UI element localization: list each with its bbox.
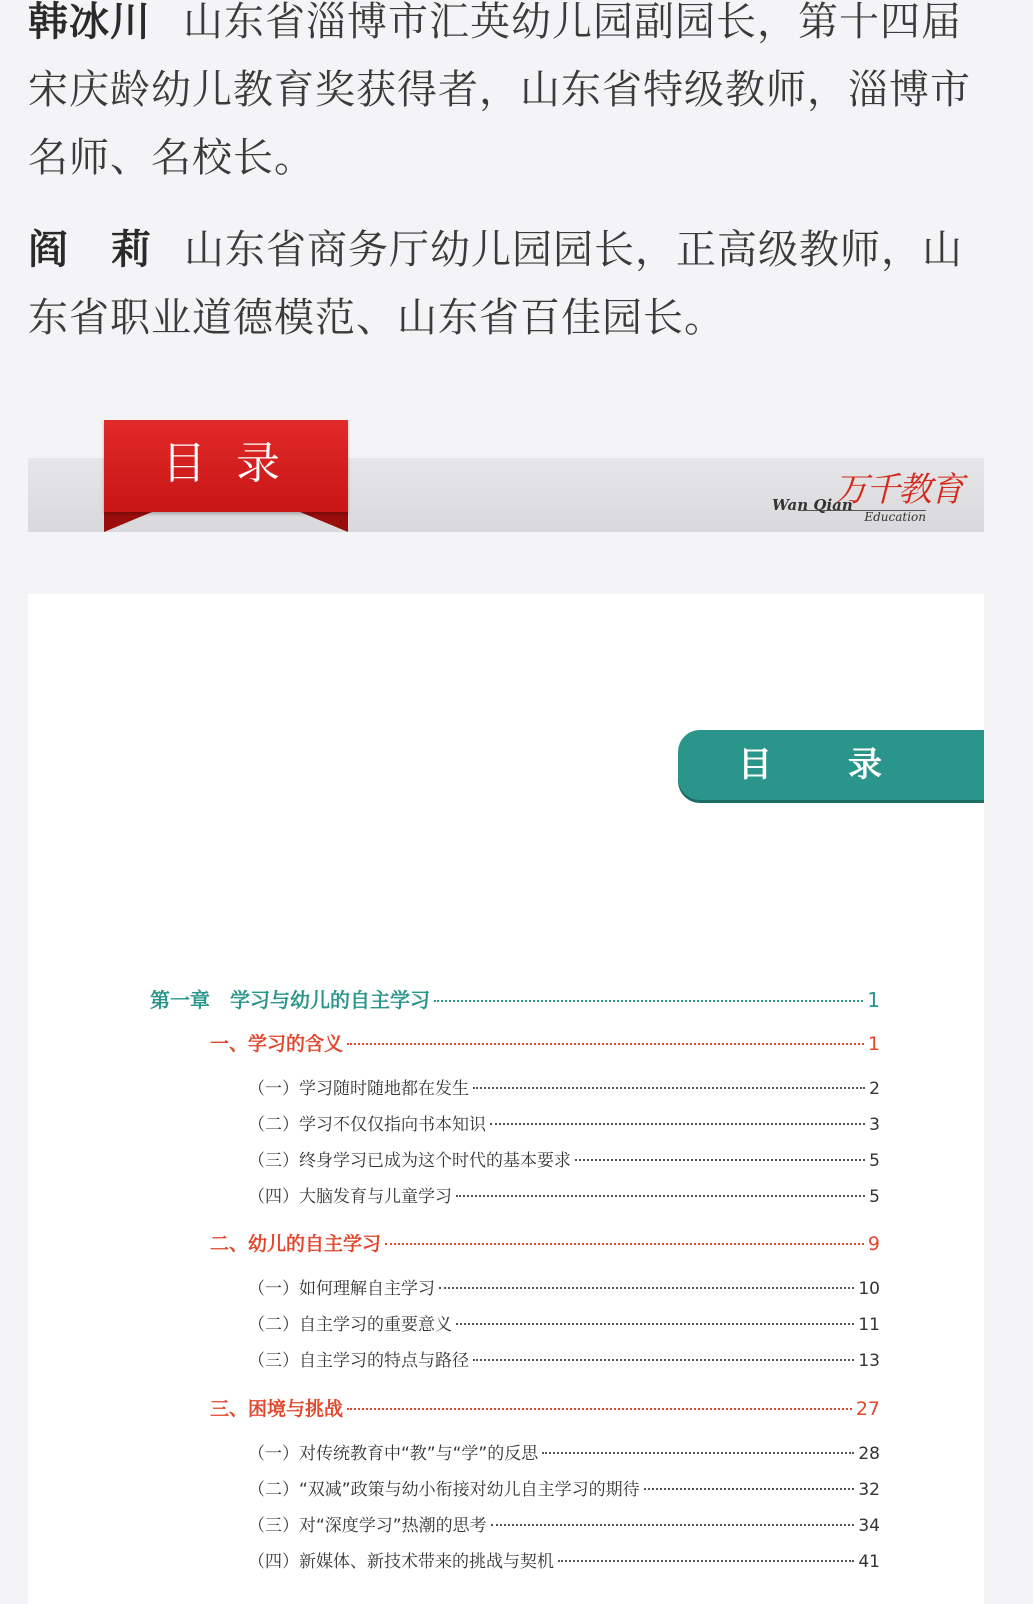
- toc-entry-sub: [248, 1475, 880, 1500]
- toc-title: （一）对传统教育中“教”与“学”的反思: [248, 1444, 539, 1464]
- toc-leader-dots: [644, 1488, 855, 1490]
- toc-leader-dots: [575, 1159, 865, 1161]
- toc-title: （一）学习随时随地都在发生: [248, 1079, 469, 1099]
- toc-entry-sub: [248, 1182, 880, 1207]
- publisher-logo: [772, 460, 962, 530]
- ribbon-fold-left: [104, 512, 152, 532]
- toc-leader-dots: [473, 1359, 854, 1361]
- toc-leader-dots: [347, 1408, 852, 1410]
- toc-title: （三）终身学习已成为这个时代的基本要求: [248, 1151, 571, 1171]
- toc-title: （二）自主学习的重要意义: [248, 1315, 452, 1335]
- contents-ribbon: 目录: [104, 420, 348, 512]
- toc-entry-section: [210, 1029, 880, 1056]
- toc-title: （一）如何理解自主学习: [248, 1279, 435, 1299]
- toc-page-number: 3: [869, 1115, 880, 1135]
- toc-entry-section: [210, 1394, 880, 1421]
- bio-paragraph: [28, 216, 998, 352]
- bio-text: 山东省商务厅幼儿园园长，正高级教师，山东省职业道德模范、山东省百佳园长。: [28, 227, 963, 341]
- toc-page-number: 1: [867, 988, 880, 1012]
- toc-page-number: 32: [858, 1480, 880, 1500]
- toc-entry-sub: [248, 1274, 880, 1299]
- toc-title: （二）“双减”政策与幼小衔接对幼儿自主学习的期待: [248, 1480, 640, 1500]
- toc-leader-dots: [456, 1195, 865, 1197]
- logo-chinese: 万千教育: [834, 470, 962, 510]
- toc-page-number: 5: [869, 1187, 880, 1207]
- toc-entry-sub: [248, 1310, 880, 1335]
- toc-title: 二、幼儿的自主学习: [210, 1233, 382, 1255]
- toc-page-number: 9: [867, 1233, 880, 1255]
- toc-title: （四）新媒体、新技术带来的挑战与契机: [248, 1552, 554, 1572]
- toc-page-number: 41: [858, 1552, 880, 1572]
- toc-leader-dots: [473, 1087, 865, 1089]
- toc-page-number: 2: [869, 1079, 880, 1099]
- ribbon-fold-right: [300, 512, 348, 532]
- toc-leader-dots: [456, 1323, 854, 1325]
- contents-tab: 目 录: [678, 730, 984, 800]
- toc-entry-sub: [248, 1439, 880, 1464]
- author-name: 阎 莉: [28, 227, 152, 273]
- toc-leader-dots: [542, 1452, 854, 1454]
- toc-entry-sub: [248, 1074, 880, 1099]
- toc-entry-sub: [248, 1547, 880, 1572]
- logo-english-1: Wan Qian: [772, 496, 853, 514]
- toc-title: 一、学习的含义: [210, 1033, 344, 1055]
- toc-title: 三、困境与挑战: [210, 1398, 344, 1420]
- toc-leader-dots: [558, 1560, 854, 1562]
- toc-leader-dots: [347, 1043, 864, 1045]
- toc-page-number: 28: [858, 1444, 880, 1464]
- toc-page-number: 34: [858, 1516, 880, 1536]
- toc-title: （四）大脑发育与儿童学习: [248, 1187, 452, 1207]
- toc-entry-sub: [248, 1511, 880, 1536]
- toc-page-number: 1: [867, 1033, 880, 1055]
- toc-leader-dots: [439, 1287, 854, 1289]
- bio-paragraph: [28, 0, 998, 192]
- toc-entry-chapter: [150, 984, 880, 1013]
- toc-page-number: 10: [858, 1279, 880, 1299]
- toc-entry-sub: [248, 1110, 880, 1135]
- toc-leader-dots: [385, 1243, 864, 1245]
- toc-page-number: 11: [858, 1315, 880, 1335]
- contents-banner: [28, 408, 984, 533]
- logo-english-2: Education: [864, 510, 926, 524]
- author-name: 韩冰川: [28, 0, 151, 45]
- toc-page-number: 13: [858, 1351, 880, 1371]
- toc-leader-dots: [490, 1123, 865, 1125]
- author-bios: [28, 0, 998, 352]
- toc-page-number: 27: [855, 1398, 880, 1420]
- bio-text: 山东省淄博市汇英幼儿园副园长，第十四届宋庆龄幼儿教育奖获得者，山东省特级教师，淄博市名师、名校长。: [28, 0, 971, 181]
- toc-leader-dots: [434, 1000, 863, 1002]
- toc-entry-section: [210, 1229, 880, 1256]
- toc-entry-sub: [248, 1346, 880, 1371]
- toc-title: 第一章 学习与幼儿的自主学习: [150, 988, 430, 1012]
- toc-page-number: 5: [869, 1151, 880, 1171]
- toc-title: （三）对“深度学习”热潮的思考: [248, 1516, 487, 1536]
- toc-entry-sub: [248, 1146, 880, 1171]
- contents-page: [28, 594, 984, 1604]
- toc-leader-dots: [491, 1524, 855, 1526]
- toc-title: （三）自主学习的特点与路径: [248, 1351, 469, 1371]
- toc-title: （二）学习不仅仅指向书本知识: [248, 1115, 486, 1135]
